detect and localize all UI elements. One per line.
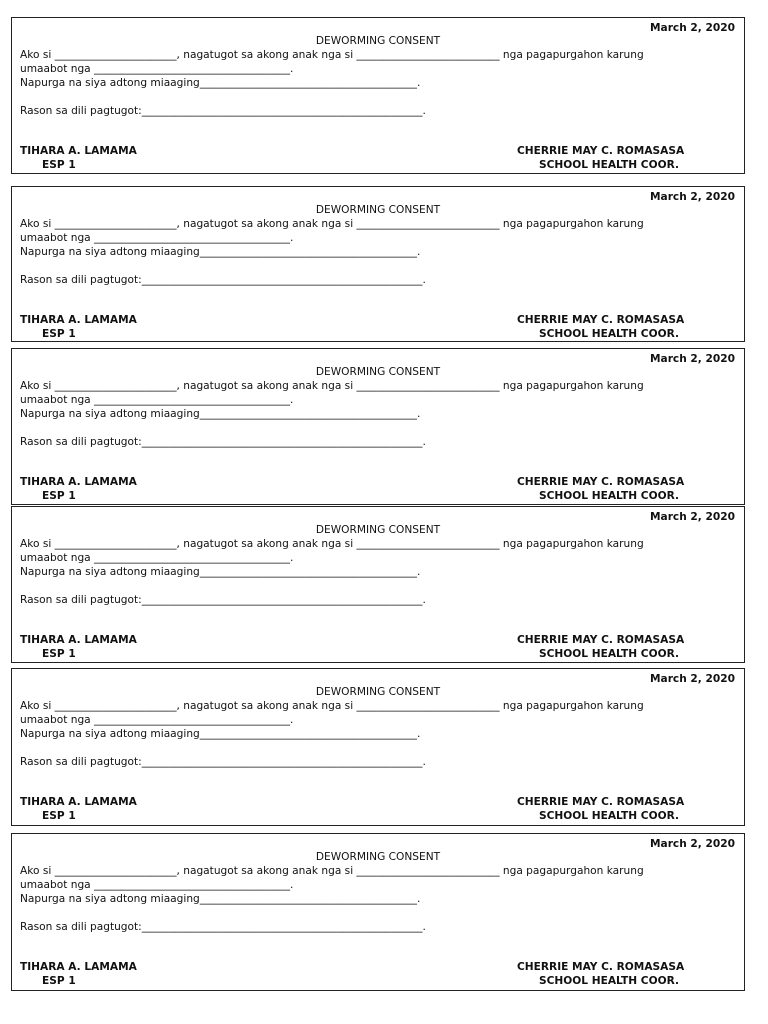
consent-line-last-dewormed: Napurga na siya adtong miaaging_________________________________________. — [20, 893, 421, 905]
consent-line-date: umaabot nga _____________________________________. — [20, 552, 294, 564]
signatory-left-position: ESP 1 — [42, 975, 76, 987]
consent-line-reason: Rason sa dili pagtugot:_____________________________________________________. — [20, 105, 426, 117]
slip-title: DEWORMING CONSENT — [315, 524, 441, 536]
consent-line-parent-child: Ako si _______________________, nagatugot sa akong anak nga si ___________________________ nga pagapurgahon karung — [20, 538, 644, 550]
signatory-right-position: SCHOOL HEALTH COOR. — [539, 159, 679, 171]
signatory-left-position: ESP 1 — [42, 810, 76, 822]
signatory-right-name: CHERRIE MAY C. ROMASASA — [517, 145, 685, 157]
signatory-right-position: SCHOOL HEALTH COOR. — [539, 810, 679, 822]
signatory-right-position: SCHOOL HEALTH COOR. — [539, 648, 679, 660]
consent-line-last-dewormed: Napurga na siya adtong miaaging_________________________________________. — [20, 728, 421, 740]
consent-line-parent-child: Ako si _______________________, nagatugot sa akong anak nga si ___________________________ nga pagapurgahon karung — [20, 700, 644, 712]
consent-line-parent-child: Ako si _______________________, nagatugot sa akong anak nga si ___________________________ nga pagapurgahon karung — [20, 865, 644, 877]
consent-line-reason: Rason sa dili pagtugot:_____________________________________________________. — [20, 921, 426, 933]
slip-title: DEWORMING CONSENT — [315, 851, 441, 863]
signatory-left-position: ESP 1 — [42, 159, 76, 171]
signatory-right-name: CHERRIE MAY C. ROMASASA — [517, 314, 685, 326]
consent-line-last-dewormed: Napurga na siya adtong miaaging_________________________________________. — [20, 246, 421, 258]
slip-date: March 2, 2020 — [650, 22, 735, 34]
consent-line-last-dewormed: Napurga na siya adtong miaaging_________________________________________. — [20, 77, 421, 89]
consent-slip-3 — [11, 348, 745, 505]
signatory-left-name: TIHARA A. LAMAMA — [20, 476, 137, 488]
slip-title: DEWORMING CONSENT — [315, 35, 441, 47]
consent-line-reason: Rason sa dili pagtugot:_____________________________________________________. — [20, 274, 426, 286]
consent-line-date: umaabot nga _____________________________________. — [20, 232, 294, 244]
consent-line-parent-child: Ako si _______________________, nagatugot sa akong anak nga si ___________________________ nga pagapurgahon karung — [20, 49, 644, 61]
signatory-left-name: TIHARA A. LAMAMA — [20, 796, 137, 808]
consent-slip-2 — [11, 186, 745, 342]
slip-date: March 2, 2020 — [650, 511, 735, 523]
consent-line-last-dewormed: Napurga na siya adtong miaaging_________________________________________. — [20, 408, 421, 420]
consent-line-date: umaabot nga _____________________________________. — [20, 714, 294, 726]
consent-slip-6 — [11, 833, 745, 991]
signatory-right-position: SCHOOL HEALTH COOR. — [539, 975, 679, 987]
signatory-right-name: CHERRIE MAY C. ROMASASA — [517, 961, 685, 973]
slip-title: DEWORMING CONSENT — [315, 204, 441, 216]
signatory-left-name: TIHARA A. LAMAMA — [20, 314, 137, 326]
signatory-left-position: ESP 1 — [42, 648, 76, 660]
consent-line-reason: Rason sa dili pagtugot:_____________________________________________________. — [20, 594, 426, 606]
consent-slip-5 — [11, 668, 745, 826]
consent-line-date: umaabot nga _____________________________________. — [20, 394, 294, 406]
slip-title: DEWORMING CONSENT — [315, 686, 441, 698]
signatory-left-name: TIHARA A. LAMAMA — [20, 634, 137, 646]
signatory-right-name: CHERRIE MAY C. ROMASASA — [517, 634, 685, 646]
consent-line-date: umaabot nga _____________________________________. — [20, 879, 294, 891]
signatory-right-name: CHERRIE MAY C. ROMASASA — [517, 476, 685, 488]
consent-slip-1 — [11, 17, 745, 174]
slip-date: March 2, 2020 — [650, 191, 735, 203]
slip-date: March 2, 2020 — [650, 673, 735, 685]
signatory-right-position: SCHOOL HEALTH COOR. — [539, 328, 679, 340]
slip-title: DEWORMING CONSENT — [315, 366, 441, 378]
slip-date: March 2, 2020 — [650, 353, 735, 365]
consent-line-parent-child: Ako si _______________________, nagatugot sa akong anak nga si ___________________________ nga pagapurgahon karung — [20, 218, 644, 230]
signatory-left-name: TIHARA A. LAMAMA — [20, 961, 137, 973]
consent-line-reason: Rason sa dili pagtugot:_____________________________________________________. — [20, 756, 426, 768]
consent-line-date: umaabot nga _____________________________________. — [20, 63, 294, 75]
signatory-left-name: TIHARA A. LAMAMA — [20, 145, 137, 157]
consent-line-last-dewormed: Napurga na siya adtong miaaging_________________________________________. — [20, 566, 421, 578]
consent-line-reason: Rason sa dili pagtugot:_____________________________________________________. — [20, 436, 426, 448]
slip-date: March 2, 2020 — [650, 838, 735, 850]
consent-slip-4 — [11, 506, 745, 663]
signatory-left-position: ESP 1 — [42, 328, 76, 340]
consent-line-parent-child: Ako si _______________________, nagatugot sa akong anak nga si ___________________________ nga pagapurgahon karung — [20, 380, 644, 392]
signatory-right-position: SCHOOL HEALTH COOR. — [539, 490, 679, 502]
signatory-left-position: ESP 1 — [42, 490, 76, 502]
signatory-right-name: CHERRIE MAY C. ROMASASA — [517, 796, 685, 808]
